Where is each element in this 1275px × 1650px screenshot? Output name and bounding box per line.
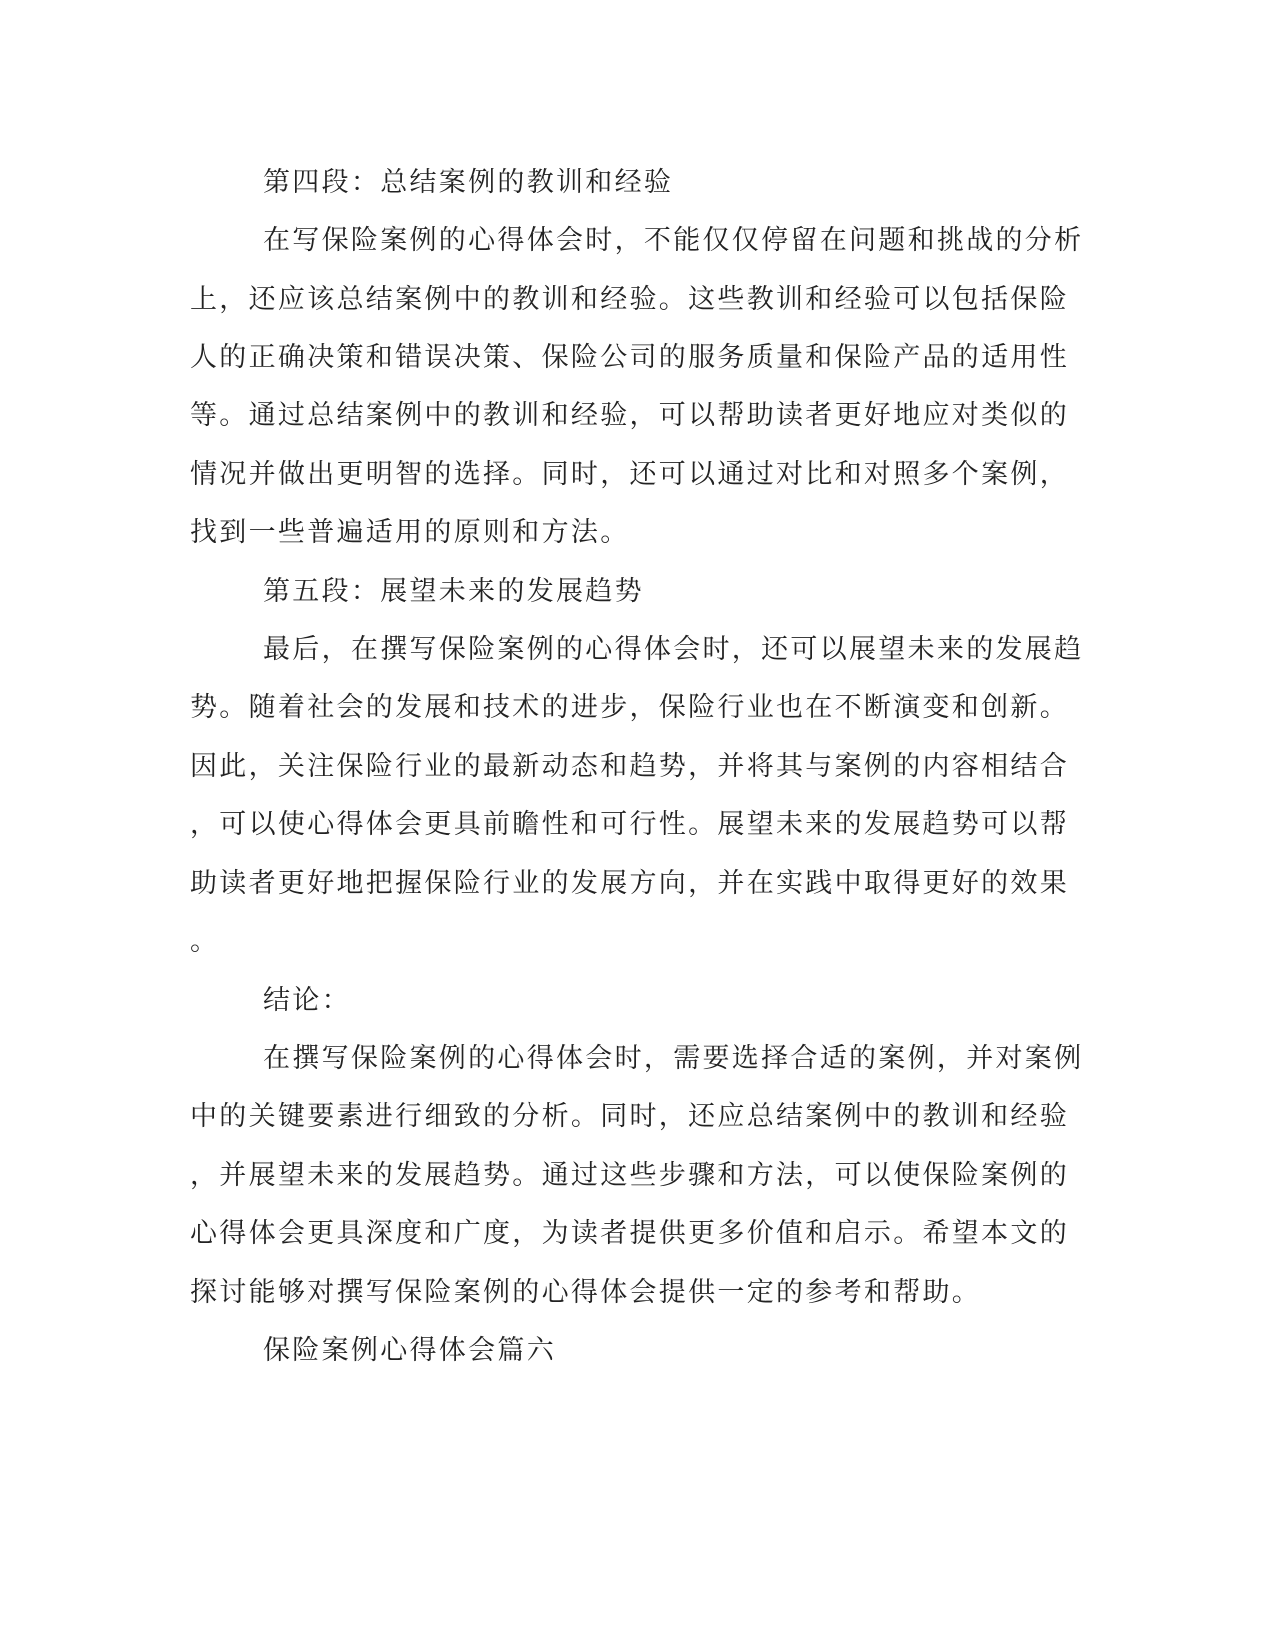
section-heading-5: 第五段：展望未来的发展趋势 — [263, 576, 644, 607]
paragraph-line: 在写保险案例的心得体会时，不能仅仅停留在问题和挑战的分析 — [263, 225, 1084, 256]
paragraph-line: 情况并做出更明智的选择。同时，还可以通过对比和对照多个案例， — [190, 459, 1069, 490]
section-title-6: 保险案例心得体会篇六 — [263, 1335, 556, 1366]
conclusion-heading: 结论： — [263, 985, 351, 1016]
paragraph-line: 找到一些普遍适用的原则和方法。 — [190, 517, 630, 548]
paragraph-line: 人的正确决策和错误决策、保险公司的服务质量和保险产品的适用性 — [190, 342, 1069, 373]
paragraph-line: 在撰写保险案例的心得体会时，需要选择合适的案例，并对案例 — [263, 1043, 1084, 1074]
paragraph-line: 势。随着社会的发展和技术的进步，保险行业也在不断演变和创新。 — [190, 692, 1069, 723]
paragraph-line: 。 — [190, 926, 220, 957]
section-heading-4: 第四段：总结案例的教训和经验 — [263, 167, 674, 198]
paragraph-line: 中的关键要素进行细致的分析。同时，还应总结案例中的教训和经验 — [190, 1101, 1069, 1132]
paragraph-line: 探讨能够对撰写保险案例的心得体会提供一定的参考和帮助。 — [190, 1277, 982, 1308]
paragraph-line: 最后，在撰写保险案例的心得体会时，还可以展望未来的发展趋 — [263, 634, 1084, 665]
paragraph-line: 因此，关注保险行业的最新动态和趋势，并将其与案例的内容相结合 — [190, 751, 1069, 782]
paragraph-line: 等。通过总结案例中的教训和经验，可以帮助读者更好地应对类似的 — [190, 400, 1069, 431]
paragraph-line: 心得体会更具深度和广度，为读者提供更多价值和启示。希望本文的 — [190, 1218, 1069, 1249]
paragraph-line: 上，还应该总结案例中的教训和经验。这些教训和经验可以包括保险 — [190, 284, 1069, 315]
paragraph-line: 助读者更好地把握保险行业的发展方向，并在实践中取得更好的效果 — [190, 868, 1069, 899]
paragraph-line: ，并展望未来的发展趋势。通过这些步骤和方法，可以使保险案例的 — [190, 1160, 1069, 1191]
paragraph-line: ，可以使心得体会更具前瞻性和可行性。展望未来的发展趋势可以帮 — [190, 809, 1069, 840]
